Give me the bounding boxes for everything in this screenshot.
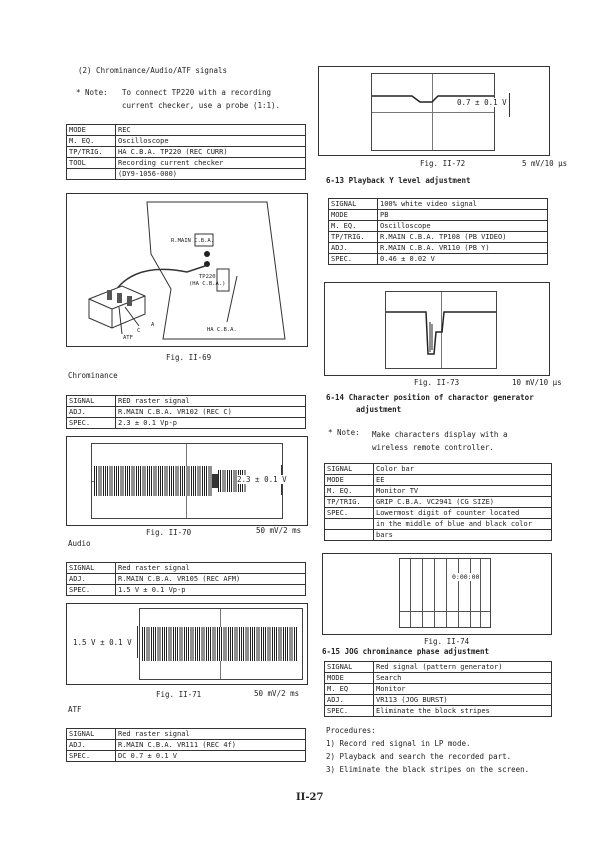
spec-table-atf [66, 728, 306, 762]
scale-fig-ii-71: 50 mV/2 ms [254, 689, 300, 698]
video-y-trace [386, 292, 496, 368]
figure-ii-70-waveform [66, 436, 308, 526]
spec-table-jog-chrominance [324, 661, 552, 717]
caption-fig-ii-69: Fig. II-69 [166, 353, 212, 362]
table-row: ADJ. R.MAIN C.B.A. VR110 (PB Y) [329, 243, 548, 254]
atf-dc-trace [372, 74, 494, 150]
table-row: TP/TRIG. HA C.B.A. TP220 (REC CURR) [67, 147, 306, 158]
table-row: SIGNAL Red raster signal [67, 563, 306, 574]
table-row: MODE PB [329, 210, 548, 221]
scale-fig-ii-72: 5 mV/10 μs [522, 159, 568, 168]
heading-chrominance: Chrominance [68, 371, 118, 380]
procedures-heading: Procedures: [326, 726, 376, 735]
page-number: II-27 [296, 792, 324, 803]
section-title-6-14-line1: 6-14 Character position of charactor generator [326, 393, 534, 402]
table-row: (DY9-1056-000) [67, 169, 306, 180]
label-ha-cba: HA C.B.A. [207, 327, 237, 333]
table-row: SPEC. 2.3 ± 0.1 Vp-p [67, 418, 306, 429]
procedure-step: 2) Playback and search the recorded part. [326, 752, 512, 761]
table-row: SPEC. Lowermost digit of counter located [325, 508, 552, 519]
caption-fig-ii-70: Fig. II-70 [146, 528, 192, 537]
note-text-6-14-line1: Make characters display with a [372, 430, 508, 439]
label-level-1-5v: 1.5 V ± 0.1 V [73, 638, 132, 647]
table-row: SIGNAL RED raster signal [67, 396, 306, 407]
table-row: TP/TRIG. R.MAIN C.B.A. TP108 (PB VIDEO) [329, 232, 548, 243]
table-row: SIGNAL Red raster signal [67, 729, 306, 740]
caption-fig-ii-74: Fig. II-74 [424, 637, 470, 646]
table-row: ADJ. R.MAIN C.B.A. VR105 (REC AFM) [67, 574, 306, 585]
oscilloscope-screen [371, 73, 495, 151]
label-level-2-3v: 2.3 ± 0.1 V [237, 475, 287, 484]
figure-ii-72-waveform [318, 66, 550, 156]
oscilloscope-screen [139, 608, 303, 680]
table-row: SPEC. Eliminate the block stripes [325, 706, 552, 717]
note-text-6-14-line2: wireless remote controller. [372, 443, 494, 452]
scale-fig-ii-70: 50 mV/2 ms [256, 526, 302, 535]
section-title-6-13: 6-13 Playback Y level adjustment [326, 176, 471, 185]
table-row: SPEC. 0.46 ± 0.02 V [329, 254, 548, 265]
note-text-line1: To connect TP220 with a recording [122, 88, 272, 97]
table-row: MODE Search [325, 673, 552, 684]
table-row: SPEC. 1.5 V ± 0.1 Vp-p [67, 585, 306, 596]
note-text-line2: current checker, use a probe (1:1). [122, 101, 281, 110]
table-row: M. EQ Monitor [325, 684, 552, 695]
note-label: * Note: [76, 88, 108, 97]
label-atf: ATF [123, 335, 133, 341]
spec-table-chrominance [66, 395, 306, 429]
spec-table-playback-y [328, 198, 548, 265]
label-ha-cba-tp: (HA C.B.A.) [189, 281, 226, 287]
figure-ii-74-monitor [322, 553, 552, 635]
figure-ii-71-waveform [66, 603, 308, 685]
table-row: ADJ. VR113 (JOG BURST) [325, 695, 552, 706]
caption-fig-ii-71: Fig. II-71 [156, 690, 202, 699]
label-level-0-7v: 0.7 ± 0.1 V [457, 98, 507, 107]
table-row: SIGNAL Color bar [325, 464, 552, 475]
figure-ii-73-waveform [324, 282, 550, 376]
audio-fm-signal [142, 627, 298, 661]
procedure-step: 1) Record red signal in LP mode. [326, 739, 471, 748]
scale-fig-ii-73: 10 mV/10 μs [512, 378, 562, 387]
spec-table-character-position [324, 463, 552, 541]
table-row: TP/TRIG. GRIP C.B.A. VC2941 (CG SIZE) [325, 497, 552, 508]
spec-table-audio [66, 562, 306, 596]
section-title-6-14-line2: adjustment [356, 405, 402, 414]
chroma-burst-signal [94, 466, 212, 496]
caption-fig-ii-73: Fig. II-73 [414, 378, 460, 387]
procedure-step: 3) Eliminate the black stripes on the screen. [326, 765, 530, 774]
table-row: TOOL Recording current checker [67, 158, 306, 169]
table-row: SIGNAL Red signal (pattern generator) [325, 662, 552, 673]
section-title-6-15: 6-15 JOG chrominance phase adjustment [322, 647, 490, 656]
label-c: C [137, 328, 141, 334]
table-row: ADJ. R.MAIN C.B.A. VR102 (REC C) [67, 407, 306, 418]
heading-atf: ATF [68, 705, 82, 714]
counter-display: 0:00:00 [452, 573, 480, 581]
heading-audio: Audio [68, 539, 91, 548]
circuit-board-drawing [67, 194, 307, 346]
table-row: M. EQ. Oscilloscope [67, 136, 306, 147]
color-bar-screen [399, 558, 491, 628]
figure-ii-69-illustration [66, 193, 308, 347]
table-row: SIGNAL 100% white video signal [329, 199, 548, 210]
table-row: MODE EE [325, 475, 552, 486]
label-tp220: TP220 [199, 274, 216, 280]
label-rmain-cba: R.MAIN C.B.A. [171, 238, 215, 244]
table-row: ADJ. R.MAIN C.B.A. VR111 (REC 4f) [67, 740, 306, 751]
label-a: A [151, 322, 155, 328]
note-label-6-14: * Note: [328, 428, 360, 437]
table-row: in the middle of blue and black color [325, 519, 552, 530]
table-row: bars [325, 530, 552, 541]
caption-fig-ii-72: Fig. II-72 [420, 159, 466, 168]
table-row: MODE REC [67, 125, 306, 136]
oscilloscope-screen [385, 291, 497, 369]
table-row: M. EQ. Oscilloscope [329, 221, 548, 232]
spec-table-rec-current [66, 124, 306, 180]
table-row: M. EQ. Monitor TV [325, 486, 552, 497]
table-row: SPEC. DC 0.7 ± 0.1 V [67, 751, 306, 762]
section-title-chrominance-audio-atf: (2) Chrominance/Audio/ATF signals [78, 66, 228, 75]
